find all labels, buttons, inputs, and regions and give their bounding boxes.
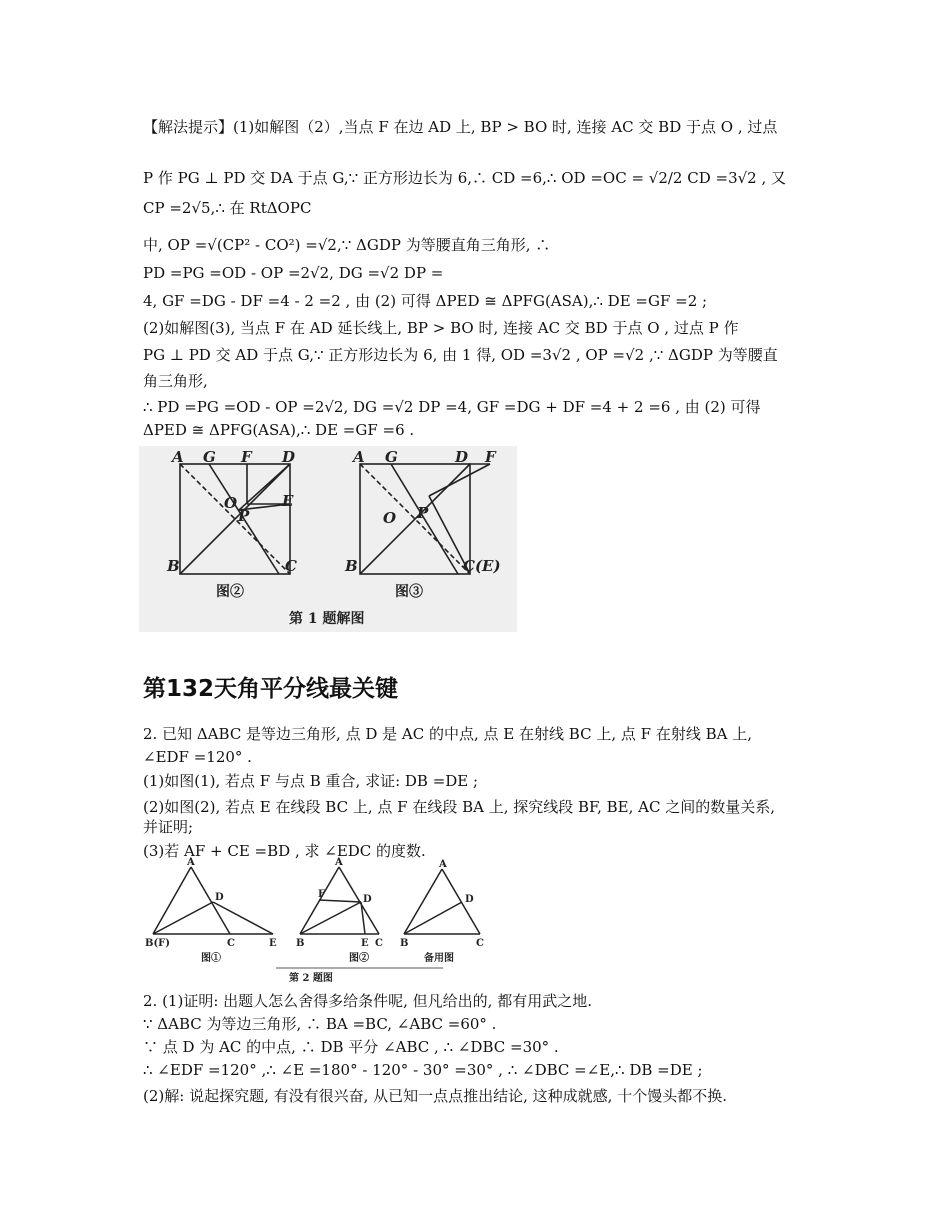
fig3-point-D: D — [455, 448, 469, 466]
fig-c-point-C: C — [476, 938, 484, 949]
fig3-point-G: G — [385, 448, 398, 466]
fig-b-point-E: E — [361, 938, 369, 949]
hint-line-5: PD =PG =OD - OP =2√2, DG =√2 DP = — [143, 264, 444, 282]
solution-line-3: ∵ 点 D 为 AC 的中点, ∴ DB 平分 ∠ABC , ∴ ∠DBC =30° . — [143, 1038, 559, 1056]
fig2-point-P: P — [238, 507, 250, 525]
fig3-point-B: B — [345, 557, 358, 575]
hint-line-2: P 作 PG ⊥ PD 交 DA 于点 G,∵ 正方形边长为 6,∴ CD =6,∴ OD =OC = √2/2 CD =3√2 , 又 — [143, 169, 787, 187]
fig2-point-O: O — [224, 494, 238, 512]
solution-line-4: ∴ ∠EDF =120° ,∴ ∠E =180° - 120° - 30° =30° , ∴ ∠DBC =∠E,∴ DB =DE ; — [143, 1061, 703, 1079]
fig-b-point-A: A — [335, 857, 343, 868]
section-heading: 第132天角平分线最关键 — [143, 676, 399, 702]
fig-b-label: 图② — [349, 953, 369, 964]
hint-line-9: 角三角形, — [143, 372, 208, 390]
fig2-point-C: C — [285, 557, 297, 575]
fig3-point-F: F — [485, 448, 496, 466]
problem-line-2: ∠EDF =120° . — [143, 748, 252, 766]
fig2-point-F: F — [241, 448, 252, 466]
fig2-point-G: G — [203, 448, 216, 466]
solution-figure-1 — [139, 446, 517, 632]
solution-line-5: (2)解: 说起探究题, 有没有很兴奋, 从已知一点点推出结论, 这种成就感, 十个馒头都不换. — [143, 1087, 727, 1105]
solution-line-2: ∵ ΔABC 为等边三角形, ∴ BA =BC, ∠ABC =60° . — [143, 1015, 497, 1033]
fig-b-point-C: C — [375, 938, 383, 949]
fig-c-point-A: A — [439, 859, 447, 870]
fig3-point-CE: C(E) — [463, 557, 501, 575]
fig-b-point-F: F — [318, 889, 326, 900]
problem-figure-svg — [143, 857, 495, 984]
fig-c-label: 备用图 — [424, 953, 454, 964]
problem-line-6: (3)若 AF + CE =BD , 求 ∠EDC 的度数. — [143, 842, 426, 860]
fig3-point-A: A — [353, 448, 365, 466]
fig-a-point-BF: B(F) — [145, 938, 171, 949]
figure1-caption: 第 1 题解图 — [289, 611, 365, 627]
problem-line-5: 并证明; — [143, 818, 194, 836]
fig-c-point-B: B — [400, 938, 409, 949]
problem-line-1: 2. 已知 ΔABC 是等边三角形, 点 D 是 AC 的中点, 点 E 在射线 BC 上, 点 F 在射线 BA 上, — [143, 725, 752, 743]
fig2-point-D: D — [282, 448, 296, 466]
hint-line-4: 中, OP =√(CP² - CO²) =√2,∵ ΔGDP 为等腰直角三角形, ∴ — [143, 236, 551, 254]
hint-line-7: (2)如解图(3), 当点 F 在 AD 延长线上, BP > BO 时, 连接 AC 交 BD 于点 O , 过点 P 作 — [143, 319, 739, 337]
fig-a-point-A: A — [187, 857, 195, 868]
fig3-point-O: O — [383, 509, 397, 527]
fig-a-label: 图① — [201, 953, 221, 964]
hint-line-8: PG ⊥ PD 交 AD 于点 G,∵ 正方形边长为 6, 由 1 得, OD =3√2 , OP =√2 ,∵ ΔGDP 为等腰直 — [143, 346, 778, 364]
fig-b-point-B: B — [296, 938, 305, 949]
solution-figure-svg — [139, 446, 517, 632]
hint-line-1: 【解法提示】(1)如解图（2）,当点 F 在边 AD 上, BP > BO 时, 连接 AC 交 BD 于点 O , 过点 — [143, 118, 778, 136]
hint-line-6: 4, GF =DG - DF =4 - 2 =2 , 由 (2) 可得 ΔPED ≅ ΔPFG(ASA),∴ DE =GF =2 ; — [143, 292, 708, 310]
hint-line-3: CP =2√5,∴ 在 RtΔOPC — [143, 199, 312, 217]
fig-a-point-E: E — [269, 938, 277, 949]
hint-line-11: ΔPED ≅ ΔPFG(ASA),∴ DE =GF =6 . — [143, 421, 415, 439]
fig2-point-B: B — [167, 557, 180, 575]
figure2-caption: 第 2 题图 — [289, 973, 333, 984]
problem-line-3: (1)如图(1), 若点 F 与点 B 重合, 求证: DB =DE ; — [143, 772, 479, 790]
problem-figure-2 — [143, 857, 495, 984]
fig-a-point-C: C — [227, 938, 235, 949]
solution-line-1: 2. (1)证明: 出题人怎么舍得多给条件呢, 但凡给出的, 都有用武之地. — [143, 992, 592, 1010]
fig2-point-E: E — [282, 492, 294, 510]
fig3-label: 图③ — [395, 584, 423, 600]
fig2-point-A: A — [172, 448, 184, 466]
fig3-point-P: P — [417, 504, 429, 522]
problem-line-4: (2)如图(2), 若点 E 在线段 BC 上, 点 F 在线段 BA 上, 探究线段 BF, BE, AC 之间的数量关系, — [143, 798, 775, 816]
fig-b-point-D: D — [363, 894, 372, 905]
fig-a-point-D: D — [215, 892, 224, 903]
fig2-label: 图② — [216, 584, 244, 600]
hint-line-10: ∴ PD =PG =OD - OP =2√2, DG =√2 DP =4, GF =DG + DF =4 + 2 =6 , 由 (2) 可得 — [143, 398, 761, 416]
fig-c-point-D: D — [465, 894, 474, 905]
